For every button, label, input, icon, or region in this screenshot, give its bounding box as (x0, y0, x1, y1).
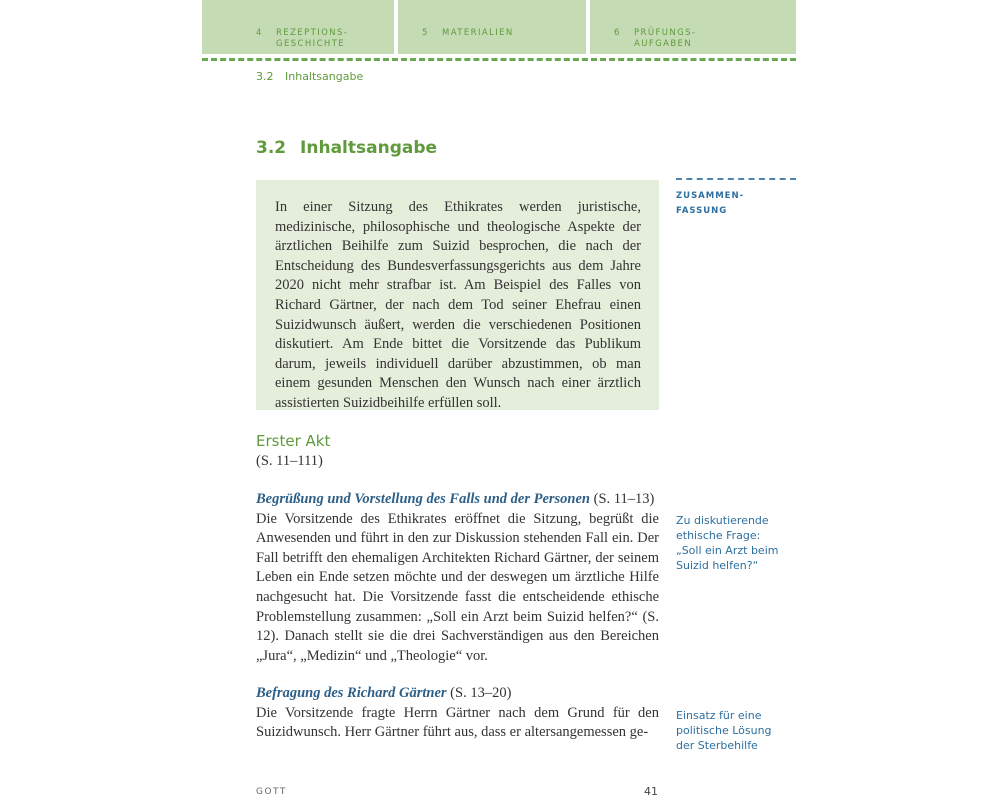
tab-label: PRÜFUNGS- AUFGABEN (634, 28, 697, 49)
section-heading (256, 684, 659, 704)
section-number: 3.2 (256, 138, 287, 158)
tab-number: 5 (422, 28, 429, 38)
section-begruessung (256, 490, 659, 666)
tab-pruefungsaufgaben[interactable] (590, 0, 796, 54)
section-text: Die Vorsitzende fragte Herrn Gärtner nach dem Grund für den Suizidwunsch. Herr Gärtner führt aus, dass er altersangemessen ge- (256, 704, 659, 741)
margin-note-ethical-question: Zu diskutierende ethische Frage: „Soll ein Arzt beim Suizid helfen?“ (676, 514, 779, 572)
page-number: 41 (644, 785, 658, 798)
section-heading (256, 490, 659, 510)
act-page-range: (S. 11–111) (256, 453, 323, 469)
breadcrumb-number: 3.2 (256, 70, 274, 83)
header-divider (202, 58, 796, 61)
tab-number: 4 (256, 28, 263, 38)
tab-label: REZEPTIONS- GESCHICHTE (276, 28, 349, 49)
section-heading-pages: (S. 11–13) (593, 491, 655, 507)
page-title (256, 138, 437, 158)
section-text: Die Vorsitzende des Ethikrates eröffnet die Sitzung, begrüßt die Anwesenden und führt in den zur Diskussion stehenden Fall ein. Der Fall betrifft den ehemaligen Architekten Richard Gärtner, der seinem Leben ein Ende setzen möchte und der deswegen um ärztliche Hilfe nachgesucht hat. Die Vorsitzende fasst die entscheidende ethische Problemstellung zusammen: „Soll ein Arzt beim Suizid helfen?“ (S. 12). Danach stellt sie die drei Sachverständigen aus den Bereichen „Jura“, „Medizin“ und „Theologie“ vor. (256, 510, 659, 664)
breadcrumb-label: Inhaltsangabe (285, 70, 364, 83)
summary-text: In einer Sitzung des Ethikrates werden juristische, medizinische, philosophische und theologische Aspekte der ärztlichen Beihilfe zum Suizid besprochen, die nach der Entscheidung des Bundesverfassungsgerichts aus dem Jahre 2020 nicht mehr strafbar ist. Am Beispiel des Falles von Richard Gärtner, der nach dem Tod seiner Ehefrau einen Suizidwunsch äußert, werden die verschiedenen Positionen diskutiert. Am Ende bittet die Vorsitzende das Publikum darum, jeweils individuell darüber abzustimmen, ob man einem gesunden Menschen den Wunsch nach einer ärztlich assistierten Suizidbeihilfe erfüllen soll. (275, 199, 641, 411)
tab-materialien[interactable] (398, 0, 586, 54)
section-heading-title: Befragung des Richard Gärtner (256, 685, 447, 701)
section-heading-title: Begrüßung und Vorstellung des Falls und der Personen (256, 491, 590, 507)
breadcrumb (256, 70, 363, 83)
act-title: Erster Akt (256, 432, 331, 450)
tab-label: MATERIALIEN (442, 28, 514, 38)
section-title: Inhaltsangabe (300, 138, 438, 158)
chapter-tabs (202, 0, 796, 54)
margin-summary-label: ZUSAMMEN- FASSUNG (676, 191, 745, 216)
tab-rezeptionsgeschichte[interactable] (202, 0, 394, 54)
margin-note-political-solution: Einsatz für eine politische Lösung der Sterbehilfe (676, 709, 772, 752)
section-heading-pages: (S. 13–20) (450, 685, 512, 701)
summary-box (256, 180, 659, 410)
tab-number: 6 (614, 28, 621, 38)
footer-title: GOTT (256, 787, 287, 797)
margin-divider (676, 178, 796, 180)
section-befragung (256, 684, 659, 743)
